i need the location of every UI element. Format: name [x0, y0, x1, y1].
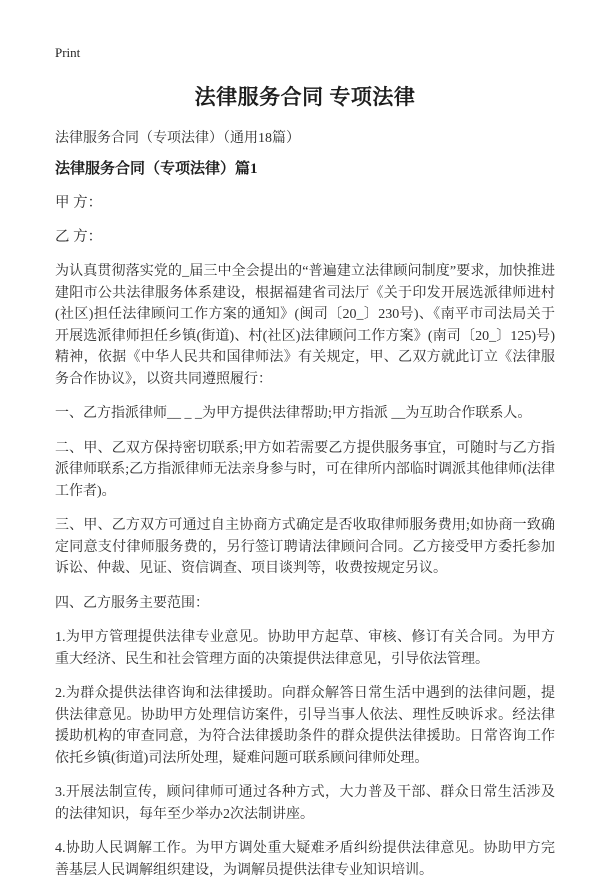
paragraph-scope-item-2: 2.为群众提供法律咨询和法律援助。向群众解答日常生活中遇到的法律问题，提供法律意见。协助甲方处理信访案件，引导当事人依法、理性反映诉求。经法律援助机构的审查同意，为符合法律援助条件的群众提供法律援助。日常咨询工作依托乡镇(街道)司法所处理，疑难问题可联系顾问律师处理。: [55, 686, 555, 766]
doc-subtitle: 法律服务合同（专项法律）（通用18篇）: [55, 131, 300, 146]
paragraph-clause-1: 一、乙方指派律师__ _ _为甲方提供法律帮助;甲方指派 __为互助合作联系人。: [55, 406, 532, 421]
section-heading: 法律服务合同（专项法律）篇1: [55, 161, 258, 177]
paragraph-clause-2: 二、甲、乙双方保持密切联系;甲方如若需要乙方提供服务事宜，可随时与乙方指派律师联系;乙方指派律师无法亲身参与时，可在律所内部临时调派其他律师(法律工作者)。: [55, 440, 555, 499]
print-button[interactable]: Print: [55, 45, 81, 60]
paragraph-clause-3: 三、甲、乙方双方可通过自主协商方式确定是否收取律师服务费用;如协商一致确定同意支付律师服务费的，另行签订聘请法律顾问合同。乙方接受甲方委托参加诉讼、仲裁、见证、资信调查、项目谈判等，收费按规定另议。: [55, 518, 555, 576]
paragraph-clause-4: 四、乙方服务主要范围：: [55, 595, 209, 611]
paragraph-preamble: 为认真贯彻落实党的_届三中全会提出的“普遍建立法律顾问制度”要求，加快推进建阳市公共法律服务体系建设，根据福建省司法厅《关于印发开展选派律师进村(社区)担任法律顾问工作方案的通知》(闽司〔20_〕230号)、《南平市司法局关于开展选派律师担任乡镇(街道)、村(社区)法律顾问工作方案》(南司〔20_〕125)号)精神，依据《中华人民共和国律师法》有关规定，甲、乙双方就此订立《法律服务合作协议》，以资共同遵照履行：: [55, 264, 555, 387]
party-b-line: 乙 方：: [55, 229, 103, 245]
paragraph-scope-item-3: 3.开展法制宣传，顾问律师可通过各种方式，大力普及干部、群众日常生活涉及的法律知识，每年至少举办2次法制讲座。: [55, 785, 555, 822]
party-a-line: 甲 方：: [55, 195, 103, 211]
page-title: 法律服务合同 专项法律: [194, 85, 416, 109]
paragraph-scope-item-1: 1.为甲方管理提供法律专业意见。协助甲方起草、审核、修订有关合同。为甲方重大经济、民生和社会管理方面的决策提供法律意见，引导依法管理。: [55, 630, 555, 667]
paragraph-scope-item-4: 4.协助人民调解工作。为甲方调处重大疑难矛盾纠纷提供法律意见。协助甲方完善基层人民调解组织建设，为调解员提供法律专业知识培训。: [55, 841, 555, 878]
